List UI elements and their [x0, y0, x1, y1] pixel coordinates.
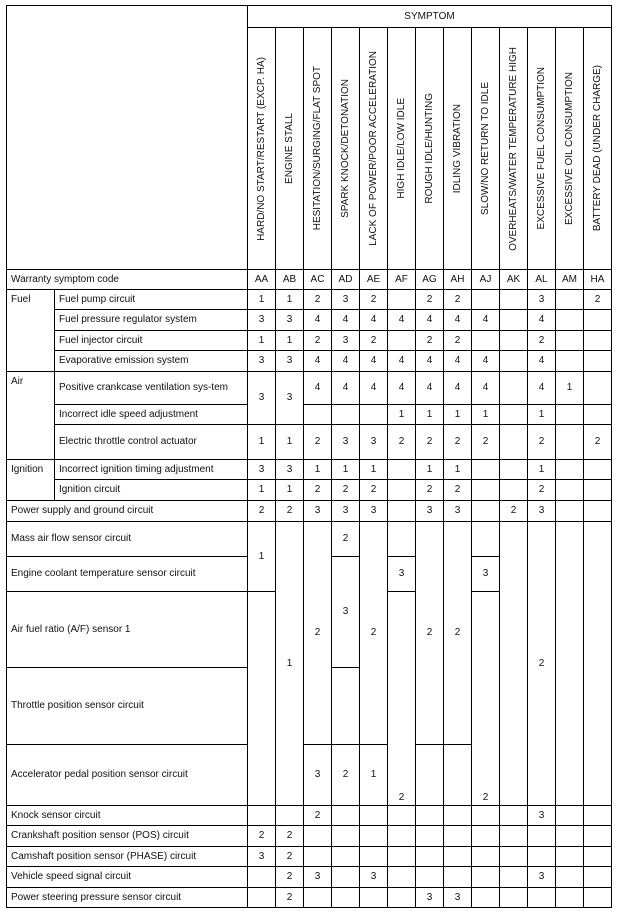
cell-empty — [388, 290, 416, 310]
header-blank — [7, 6, 248, 270]
cell-value: 4 — [332, 310, 360, 331]
code-am: AM — [556, 270, 584, 290]
cell-value: 4 — [304, 351, 332, 372]
cell-value: 2 — [444, 480, 472, 501]
cell-empty — [472, 867, 500, 888]
cell-value: 4 — [360, 351, 388, 372]
cell-empty — [556, 522, 584, 806]
cell-empty — [500, 480, 528, 501]
cell-value: 1 — [276, 331, 304, 351]
cell-value: 2 — [584, 425, 612, 460]
cell-value: 3 — [276, 351, 304, 372]
cell-empty — [360, 847, 388, 867]
cell-empty — [332, 826, 360, 847]
cell-value: 3 — [472, 557, 500, 592]
cell-empty — [500, 847, 528, 867]
cell-empty — [388, 867, 416, 888]
cell-value: 2 — [304, 806, 332, 826]
cell-empty — [472, 290, 500, 310]
cell-empty — [388, 888, 416, 908]
cell-empty — [556, 405, 584, 425]
cell-value: 2 — [416, 425, 444, 460]
cell-value: 3 — [332, 290, 360, 310]
cell-value: 4 — [388, 351, 416, 372]
cell-empty — [388, 847, 416, 867]
item-label: Fuel pressure regulator system — [55, 310, 248, 331]
cell-empty — [360, 888, 388, 908]
cell-empty — [584, 480, 612, 501]
cell-value: 2 — [528, 522, 556, 806]
cell-empty — [500, 425, 528, 460]
cell-value: 1 — [276, 290, 304, 310]
cell-empty — [556, 826, 584, 847]
cell-empty — [584, 372, 612, 405]
cell-empty — [388, 522, 416, 557]
cell-value: 2 — [276, 888, 304, 908]
symptom-header-al: EXCESSIVE FUEL CONSUMPTION — [528, 28, 556, 270]
cell-value: 3 — [276, 310, 304, 331]
cell-value: 1 — [248, 522, 276, 592]
cell-empty — [500, 888, 528, 908]
cell-value: 3 — [248, 372, 276, 425]
cell-value: 3 — [416, 501, 444, 522]
cell-value: 2 — [304, 290, 332, 310]
item-label: Ignition circuit — [55, 480, 248, 501]
cell-empty — [584, 405, 612, 425]
cell-empty — [472, 331, 500, 351]
cell-empty — [472, 480, 500, 501]
cell-value: 3 — [528, 501, 556, 522]
cell-empty — [500, 826, 528, 847]
item-label: Evaporative emission system — [55, 351, 248, 372]
cell-value: 1 — [248, 290, 276, 310]
cell-empty — [388, 806, 416, 826]
cell-empty — [500, 806, 528, 826]
cell-value: 4 — [332, 351, 360, 372]
cell-empty — [584, 522, 612, 806]
item-label: Accelerator pedal position sensor circuit — [7, 745, 248, 806]
code-ak: AK — [500, 270, 528, 290]
table-row — [7, 460, 612, 480]
cell-empty — [584, 460, 612, 480]
item-label: Power supply and ground circuit — [7, 501, 248, 522]
cell-value: 3 — [304, 745, 332, 806]
cell-value: 3 — [332, 501, 360, 522]
cell-value: 2 — [360, 522, 388, 745]
cell-value: 3 — [444, 888, 472, 908]
item-label: Knock sensor circuit — [7, 806, 248, 826]
cell-value: 2 — [416, 522, 444, 745]
cell-value: 1 — [528, 405, 556, 425]
cell-value: 3 — [276, 372, 304, 425]
table-row — [7, 351, 612, 372]
group-air: Air — [7, 372, 55, 460]
cell-value: 4 — [416, 351, 444, 372]
cell-value: 3 — [276, 460, 304, 480]
symptom-header-aj: SLOW/NO RETURN TO IDLE — [472, 28, 500, 270]
cell-empty — [556, 290, 584, 310]
cell-value: 2 — [472, 425, 500, 460]
cell-value: 4 — [472, 351, 500, 372]
cell-empty — [556, 310, 584, 331]
cell-empty — [360, 826, 388, 847]
symptom-header-ac: HESITATION/SURGING/FLAT SPOT — [304, 28, 332, 270]
cell-empty — [388, 826, 416, 847]
cell-value: 4 — [304, 372, 332, 405]
cell-empty — [360, 405, 388, 425]
table-row — [7, 405, 612, 425]
cell-value: 2 — [444, 331, 472, 351]
item-label: Camshaft position sensor (PHASE) circuit — [7, 847, 248, 867]
cell-empty — [472, 806, 500, 826]
item-label: Power steering pressure sensor circuit — [7, 888, 248, 908]
cell-empty — [556, 480, 584, 501]
cell-empty — [444, 745, 472, 806]
table-row — [7, 425, 612, 460]
cell-value: 1 — [556, 372, 584, 405]
symptom-header-aa: HARD/NO START/RESTART (EXCP. HA) — [248, 28, 276, 270]
cell-value: 4 — [360, 372, 388, 405]
cell-empty — [444, 826, 472, 847]
cell-value: 2 — [584, 290, 612, 310]
cell-value: 1 — [248, 331, 276, 351]
cell-empty — [472, 826, 500, 847]
cell-empty — [304, 847, 332, 867]
cell-value: 1 — [276, 522, 304, 806]
cell-value: 3 — [416, 888, 444, 908]
cell-value: 4 — [444, 372, 472, 405]
cell-empty — [556, 501, 584, 522]
cell-empty — [584, 331, 612, 351]
cell-value: 1 — [360, 745, 388, 806]
item-label: Throttle position sensor circuit — [7, 668, 248, 745]
symptom-header-ha: BATTERY DEAD (UNDER CHARGE) — [584, 28, 612, 270]
cell-empty — [556, 847, 584, 867]
cell-empty — [416, 847, 444, 867]
group-fuel: Fuel — [7, 290, 55, 372]
cell-value: 2 — [528, 425, 556, 460]
cell-value: 2 — [304, 522, 332, 745]
code-ac: AC — [304, 270, 332, 290]
cell-value: 1 — [388, 405, 416, 425]
cell-value: 3 — [248, 847, 276, 867]
cell-empty — [248, 592, 276, 806]
cell-value: 3 — [304, 867, 332, 888]
symptom-header-ak: OVERHEATS/WATER TEMPERATURE HIGH — [500, 28, 528, 270]
code-aa: AA — [248, 270, 276, 290]
cell-empty — [528, 888, 556, 908]
symptom-header-ad: SPARK KNOCK/DETONATION — [332, 28, 360, 270]
cell-empty — [556, 425, 584, 460]
item-label: Vehicle speed signal circuit — [7, 867, 248, 888]
cell-value: 4 — [444, 310, 472, 331]
cell-value: 2 — [472, 592, 500, 806]
cell-value: 3 — [388, 557, 416, 592]
cell-empty — [500, 372, 528, 405]
cell-empty — [500, 290, 528, 310]
cell-empty — [416, 826, 444, 847]
cell-empty — [584, 867, 612, 888]
code-ad: AD — [332, 270, 360, 290]
cell-value: 4 — [388, 372, 416, 405]
cell-empty — [248, 888, 276, 908]
cell-value: 2 — [444, 425, 472, 460]
cell-empty — [388, 480, 416, 501]
code-aj: AJ — [472, 270, 500, 290]
table-row — [7, 847, 612, 867]
cell-empty — [472, 501, 500, 522]
code-af: AF — [388, 270, 416, 290]
cell-empty — [472, 522, 500, 557]
cell-value: 3 — [304, 501, 332, 522]
table-row — [7, 888, 612, 908]
cell-value: 2 — [360, 290, 388, 310]
cell-value: 4 — [528, 372, 556, 405]
warranty-label: Warranty symptom code — [7, 270, 248, 290]
cell-empty — [528, 847, 556, 867]
code-ae: AE — [360, 270, 388, 290]
cell-empty — [444, 806, 472, 826]
cell-empty — [500, 522, 528, 806]
cell-empty — [472, 460, 500, 480]
table-row — [7, 290, 612, 310]
cell-value: 2 — [416, 480, 444, 501]
cell-empty — [500, 460, 528, 480]
cell-value: 2 — [304, 480, 332, 501]
cell-value: 3 — [444, 501, 472, 522]
cell-value: 3 — [332, 557, 360, 668]
item-label: Incorrect idle speed adjustment — [55, 405, 248, 425]
symptom-title: SYMPTOM — [248, 6, 612, 28]
cell-empty — [416, 745, 444, 806]
code-ag: AG — [416, 270, 444, 290]
cell-value: 1 — [276, 425, 304, 460]
table-row — [7, 826, 612, 847]
cell-value: 1 — [248, 480, 276, 501]
code-al: AL — [528, 270, 556, 290]
item-label: Incorrect ignition timing adjustment — [55, 460, 248, 480]
cell-empty — [556, 888, 584, 908]
item-label: Positive crankcase ventilation sys-tem — [55, 372, 248, 405]
cell-value: 2 — [332, 522, 360, 557]
item-label: Electric throttle control actuator — [55, 425, 248, 460]
cell-value: 2 — [276, 847, 304, 867]
cell-value: 4 — [472, 372, 500, 405]
table-row — [7, 806, 612, 826]
cell-empty — [304, 888, 332, 908]
symptom-table — [6, 5, 612, 908]
cell-empty — [360, 806, 388, 826]
cell-value: 2 — [528, 480, 556, 501]
cell-empty — [416, 867, 444, 888]
cell-value: 1 — [304, 460, 332, 480]
cell-empty — [500, 351, 528, 372]
symptom-header-ah: IDLING VIBRATION — [444, 28, 472, 270]
cell-value: 1 — [416, 460, 444, 480]
cell-value: 3 — [248, 460, 276, 480]
cell-empty — [500, 331, 528, 351]
cell-value: 2 — [444, 290, 472, 310]
cell-value: 4 — [416, 372, 444, 405]
cell-value: 3 — [332, 331, 360, 351]
cell-empty — [304, 405, 332, 425]
cell-value: 1 — [444, 460, 472, 480]
cell-value: 4 — [304, 310, 332, 331]
group-ignition: Ignition — [7, 460, 55, 501]
symptom-header-ae: LACK OF POWER/POOR ACCELERATION — [360, 28, 388, 270]
cell-value: 2 — [332, 745, 360, 806]
cell-value: 1 — [248, 425, 276, 460]
cell-value: 3 — [248, 310, 276, 331]
cell-empty — [584, 888, 612, 908]
code-ah: AH — [444, 270, 472, 290]
cell-value: 1 — [472, 405, 500, 425]
code-ha: HA — [584, 270, 612, 290]
cell-empty — [472, 888, 500, 908]
cell-empty — [556, 806, 584, 826]
item-label: Fuel pump circuit — [55, 290, 248, 310]
table-row — [7, 501, 612, 522]
cell-value: 2 — [388, 425, 416, 460]
cell-value: 2 — [304, 425, 332, 460]
cell-empty — [248, 867, 276, 888]
cell-empty — [444, 867, 472, 888]
item-label: Mass air flow sensor circuit — [7, 522, 248, 557]
symptom-header-af: HIGH IDLE/LOW IDLE — [388, 28, 416, 270]
symptom-header-ag: ROUGH IDLE/HUNTING — [416, 28, 444, 270]
cell-empty — [332, 405, 360, 425]
cell-empty — [556, 460, 584, 480]
cell-value: 3 — [360, 867, 388, 888]
item-label: Fuel injector circuit — [55, 331, 248, 351]
cell-empty — [388, 460, 416, 480]
cell-value: 2 — [248, 501, 276, 522]
item-label: Air fuel ratio (A/F) sensor 1 — [7, 592, 248, 668]
cell-value: 2 — [332, 480, 360, 501]
cell-value: 3 — [528, 290, 556, 310]
table-row — [7, 867, 612, 888]
item-label: Engine coolant temperature sensor circuit — [7, 557, 248, 592]
cell-empty — [332, 867, 360, 888]
cell-empty — [584, 351, 612, 372]
table-row — [7, 310, 612, 331]
cell-empty — [584, 826, 612, 847]
cell-value: 4 — [472, 310, 500, 331]
table-row — [7, 331, 612, 351]
cell-empty — [332, 806, 360, 826]
table-row — [7, 372, 612, 405]
cell-value: 2 — [528, 331, 556, 351]
item-label: Crankshaft position sensor (POS) circuit — [7, 826, 248, 847]
cell-empty — [444, 847, 472, 867]
cell-value: 2 — [276, 501, 304, 522]
cell-value: 4 — [416, 310, 444, 331]
cell-empty — [332, 847, 360, 867]
cell-empty — [304, 826, 332, 847]
symptom-header-am: EXCESSIVE OIL CONSUMPTION — [556, 28, 584, 270]
cell-value: 3 — [360, 425, 388, 460]
cell-value: 4 — [528, 310, 556, 331]
cell-empty — [332, 888, 360, 908]
cell-empty — [584, 847, 612, 867]
cell-value: 4 — [332, 372, 360, 405]
cell-empty — [556, 351, 584, 372]
cell-empty — [556, 867, 584, 888]
cell-empty — [276, 806, 304, 826]
cell-value: 2 — [360, 331, 388, 351]
cell-value: 2 — [500, 501, 528, 522]
cell-value: 4 — [360, 310, 388, 331]
cell-value: 2 — [416, 290, 444, 310]
cell-value: 2 — [248, 826, 276, 847]
cell-value: 1 — [528, 460, 556, 480]
cell-empty — [500, 867, 528, 888]
cell-value: 4 — [528, 351, 556, 372]
cell-value: 3 — [360, 501, 388, 522]
cell-value: 4 — [388, 310, 416, 331]
cell-value: 1 — [332, 460, 360, 480]
cell-empty — [584, 501, 612, 522]
table-row — [7, 480, 612, 501]
cell-value: 1 — [276, 480, 304, 501]
cell-value: 3 — [332, 425, 360, 460]
cell-empty — [500, 310, 528, 331]
code-ab: AB — [276, 270, 304, 290]
cell-empty — [388, 331, 416, 351]
cell-empty — [584, 806, 612, 826]
cell-value: 2 — [304, 331, 332, 351]
cell-value: 3 — [248, 351, 276, 372]
cell-empty — [416, 806, 444, 826]
cell-empty — [500, 405, 528, 425]
cell-empty — [248, 806, 276, 826]
cell-empty — [556, 331, 584, 351]
cell-value: 1 — [416, 405, 444, 425]
cell-value: 2 — [444, 522, 472, 745]
cell-value: 3 — [528, 806, 556, 826]
cell-value: 2 — [360, 480, 388, 501]
cell-value: 2 — [276, 826, 304, 847]
cell-empty — [472, 847, 500, 867]
cell-value: 1 — [360, 460, 388, 480]
cell-value: 2 — [388, 592, 416, 806]
table-row — [7, 522, 612, 557]
cell-value: 2 — [276, 867, 304, 888]
cell-value: 1 — [444, 405, 472, 425]
cell-empty — [332, 668, 360, 745]
cell-value: 4 — [444, 351, 472, 372]
cell-value: 3 — [528, 867, 556, 888]
cell-value: 2 — [416, 331, 444, 351]
symptom-header-ab: ENGINE STALL — [276, 28, 304, 270]
cell-empty — [528, 826, 556, 847]
cell-empty — [584, 310, 612, 331]
cell-empty — [388, 501, 416, 522]
